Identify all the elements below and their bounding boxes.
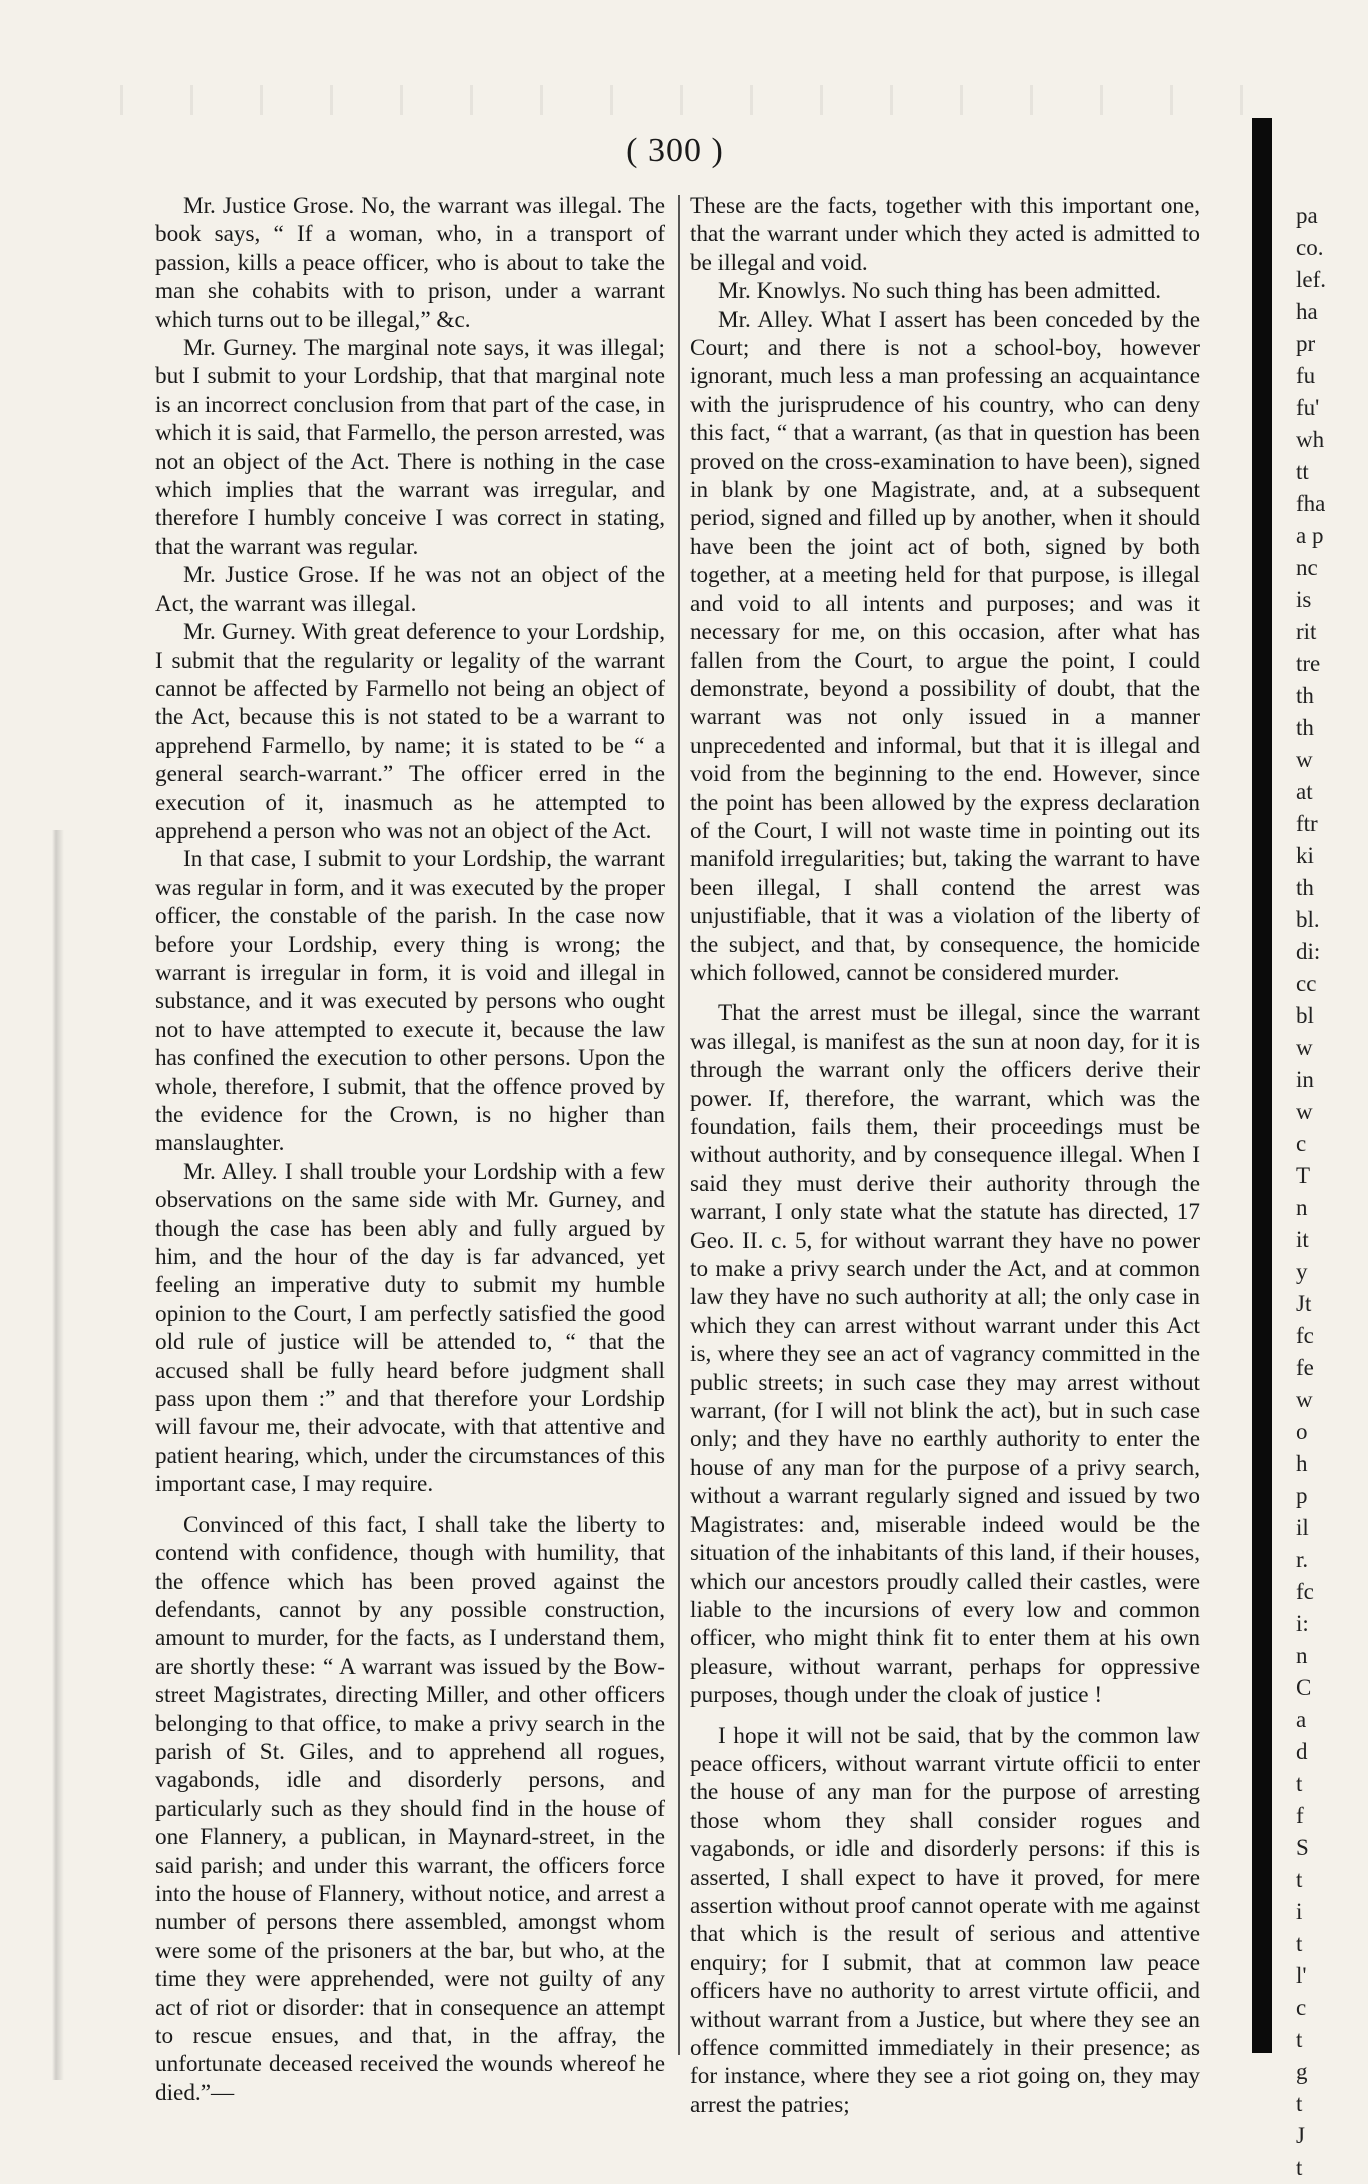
edge-fragment: p [1296, 1483, 1308, 1508]
left-column [155, 192, 665, 2107]
edge-fragment: w [1296, 747, 1313, 772]
edge-fragment: n [1296, 1643, 1308, 1668]
paragraph: These are the facts, together with this important one, that the warrant under which they acted is admitted to be illegal and void. [690, 193, 1200, 276]
edge-fragment: a [1296, 1707, 1307, 1732]
edge-fragment: bl [1296, 1003, 1314, 1028]
edge-fragment: S [1296, 1835, 1309, 1860]
edge-fragment: i [1296, 1899, 1303, 1924]
edge-fragment: wh [1296, 427, 1325, 452]
edge-fragment: T [1296, 1163, 1311, 1188]
edge-fragment: h [1296, 1451, 1308, 1476]
edge-fragment: w [1296, 1099, 1313, 1124]
paragraph: Mr. Alley. I shall trouble your Lordship with a few observations on the same side with Mr. Gurney, and though the case has been ably and fully argued by him, and the hour of the day is far advanced, yet feeling an imperative duty to submit my humble opinion to the Court, I am perfectly satisfied the good old rule of justice will be attended to, “ that the accused shall be fully heard before judgment shall pass upon them :” and that therefore your Lordship will favour me, their advocate, with that attentive and patient hearing, which, under the circumstances of this important case, I may require. [155, 1158, 665, 1498]
paragraph: Mr. Justice Grose. No, the warrant was illegal. The book says, “ If a woman, who, in a transport of passion, kills a peace officer, who is about to take the man she cohabits with to prison, under a warrant which turns out to be illegal,” &c. [155, 193, 665, 333]
edge-fragment: y [1296, 1259, 1308, 1284]
column-divider [678, 195, 680, 2055]
edge-fragment: fu' [1296, 395, 1320, 420]
edge-fragment: Jt [1296, 1291, 1312, 1316]
adjacent-page-fragment [1296, 200, 1356, 2180]
edge-fragment: o [1296, 1419, 1308, 1444]
edge-fragment: t [1296, 2155, 1303, 2180]
edge-fragment: th [1296, 875, 1314, 900]
binding-shadow [1252, 118, 1272, 2053]
paragraph: In that case, I submit to your Lordship, the warrant was regular in form, and it was executed by the proper officer, the constable of the parish. In the case now before your Lordship, every thing is wrong; the warrant is irregular in form, it is void and illegal in substance, and it was executed by persons who ought not to have attempted to execute it, because the law has confined the execution to other persons. Upon the whole, therefore, I submit, that the offence proved by the evidence for the Crown, is no higher than manslaughter. [155, 846, 665, 1157]
edge-fragment: l' [1296, 1963, 1307, 1988]
edge-fragment: t [1296, 1867, 1303, 1892]
edge-fragment: r. [1296, 1547, 1309, 1572]
edge-fragment: fu [1296, 363, 1316, 388]
paragraph: Mr. Knowlys. No such thing has been admitted. [718, 278, 1162, 305]
edge-fragment: w [1296, 1387, 1313, 1412]
edge-fragment: pr [1296, 331, 1316, 356]
edge-fragment: cc [1296, 971, 1317, 996]
paragraph: Mr. Justice Grose. If he was not an object of the Act, the warrant was illegal. [155, 562, 665, 617]
edge-fragment: fe [1296, 1355, 1314, 1380]
edge-fragment: a p [1296, 523, 1324, 548]
edge-fragment: rit [1296, 619, 1317, 644]
page-number: ( 300 ) [626, 132, 724, 169]
paragraph: Mr. Gurney. With great deference to your Lordship, I submit that the regularity or legality of the warrant cannot be affected by Farmello not being an object of the Act, because this is not stated to be a warrant to apprehend Farmello, by name; it is stated to be “ a general search-warrant.” The officer erred in the execution of it, inasmuch as he attempted to apprehend a person who was not an object of the Act. [155, 619, 665, 844]
edge-fragment: w [1296, 1035, 1313, 1060]
edge-fragment: f [1296, 1803, 1304, 1828]
edge-fragment: tt [1296, 459, 1309, 484]
edge-fragment: g [1296, 2059, 1308, 2084]
edge-fragment: d [1296, 1739, 1308, 1764]
edge-fragment: nc [1296, 555, 1318, 580]
edge-fragment: co. [1296, 235, 1324, 260]
edge-fragment: it [1296, 1227, 1309, 1252]
edge-fragment: c [1296, 1131, 1307, 1156]
paragraph: That the arrest must be illegal, since the warrant was illegal, is manifest as the sun at noon day, for it is through the warrant only the officers derive their power. If, therefore, the warrant, which was the foundation, fails them, their proceedings must be without authority, and by consequence illegal. When I said they must derive their authority through the warrant, I only state what the statute has directed, 17 Geo. II. c. 5, for without warrant they have no power to make a privy search under the Act, and at common law they have no such authority at all; the only case in which they can arrest without warrant under this Act is, where they see an act of vagrancy committed in the public streets; in such case they may arrest without warrant, (for I will not blink the act), but in such case only; and they have no earthly authority to enter the house of any man for the purpose of a privy search, without a warrant regularly signed and issued by two Magistrates: and, miserable indeed would be the situation of the inhabitants of this land, if their houses, which our ancestors proudly called their castles, were liable to the incursions of every low and common officer, who might think fit to enter them at his own pleasure, without warrant, perhaps for oppressive purposes, though under the cloak of justice ! [690, 1000, 1200, 1709]
edge-fragment: ha [1296, 299, 1318, 324]
edge-fragment: J [1296, 2123, 1305, 2148]
edge-fragment: n [1296, 1195, 1308, 1220]
right-column [690, 192, 1200, 2119]
edge-fragment: t [1296, 1931, 1303, 1956]
edge-fragment: t [1296, 2027, 1303, 2052]
edge-fragment: t [1296, 1771, 1303, 1796]
paragraph: Mr. Alley. What I assert has been conceded by the Court; and there is not a school-boy, however ignorant, much less a man professing an acquaintance with the jurisprudence of his country, who can deny this fact, “ that a warrant, (as that in question has been proved on the cross-examination to have been), signed in blank by one Magistrate, and, at a subsequent period, signed and filled up by another, when it should have been the joint act of both, signed by both together, at a meeting held for that purpose, is illegal and void to all intents and purposes; and was it necessary for me, on this occasion, after what has fallen from the Court, to argue the point, I could demonstrate, beyond a possibility of doubt, that the warrant was not only issued in a manner unprecedented and informal, but that it is illegal and void from the beginning to the end. However, since the point has been allowed by the express declaration of the Court, I will not waste time in pointing out its manifold irregularities; but, taking the warrant to have been illegal, I shall contend the arrest was unjustifiable, that it was a violation of the liberty of the subject, and that, by consequence, the homicide which followed, cannot be considered murder. [690, 306, 1200, 986]
edge-fragment: fc [1296, 1323, 1314, 1348]
paragraph: Mr. Gurney. The marginal note says, it was illegal; but I submit to your Lordship, that that marginal note is an incorrect conclusion from that part of the case, in which it is said, that Farmello, the person arrested, was not an object of the Act. There is nothing in the case which implies that the warrant was irregular, and therefore I humbly conceive I was correct in stating, that the warrant was regular. [155, 335, 666, 560]
paragraph: Convinced of this fact, I shall take the liberty to contend with confidence, though with humility, that the offence which has been proved against the defendants, cannot by any possible construction, amount to murder, for the facts, as I understand them, are shortly these: “ A warrant was issued by the Bow-street Magistrates, directing Miller, and other officers belonging to that office, to make a privy search in the parish of St. Giles, and to apprehend all rogues, vagabonds, idle and disorderly persons, and particularly such as they should find in the house of one Flannery, a publican, in Maynard-street, in the said parish; and under this warrant, the officers force into the house of Flannery, without notice, and arrest a number of persons there assembled, amongst whom were some of the prisoners at the bar, but who, at the time they were apprehended, were not guilty of any act of riot or disorder: that in consequence an attempt to rescue ensues, and that, in the affray, the unfortunate deceased received the wounds whereof he died.”— [155, 1511, 665, 2106]
edge-fragment: fha [1296, 491, 1326, 516]
scan-noise [90, 85, 1290, 115]
edge-fragment: tre [1296, 651, 1321, 676]
edge-fragment: lef. [1296, 267, 1327, 292]
edge-fragment: i: [1296, 1611, 1309, 1636]
edge-fragment: ki [1296, 843, 1314, 868]
edge-fragment: th [1296, 683, 1314, 708]
edge-fragment: di: [1296, 939, 1321, 964]
edge-fragment: is [1296, 587, 1312, 612]
edge-fragment: in [1296, 1067, 1314, 1092]
edge-fragment: ftr [1296, 811, 1318, 836]
edge-fragment: th [1296, 715, 1314, 740]
edge-fragment: pa [1296, 203, 1318, 228]
edge-fragment: fc [1296, 1579, 1314, 1604]
edge-fragment: C [1296, 1675, 1312, 1700]
edge-fragment: c [1296, 1995, 1307, 2020]
edge-fragment: t [1296, 2091, 1303, 2116]
edge-fragment: at [1296, 779, 1313, 804]
edge-fragment: il [1296, 1515, 1309, 1540]
gutter-marks [0, 830, 95, 2080]
edge-fragment: bl. [1296, 907, 1320, 932]
paragraph: I hope it will not be said, that by the common law peace officers, without warrant virtute officii to enter the house of any man for the purpose of arresting those whom they shall consider rogues and vagabonds, or idle and disorderly persons: if this is asserted, I shall expect to have it proved, for mere assertion without proof cannot operate with me against that which is the result of serious and attentive enquiry; for I submit, that at common law peace officers have no authority to arrest virtute officii, and without warrant from a Justice, but where they see an offence committed immediately in their presence; as for instance, where they see a riot going on, they may arrest the patries; [690, 1722, 1200, 2118]
